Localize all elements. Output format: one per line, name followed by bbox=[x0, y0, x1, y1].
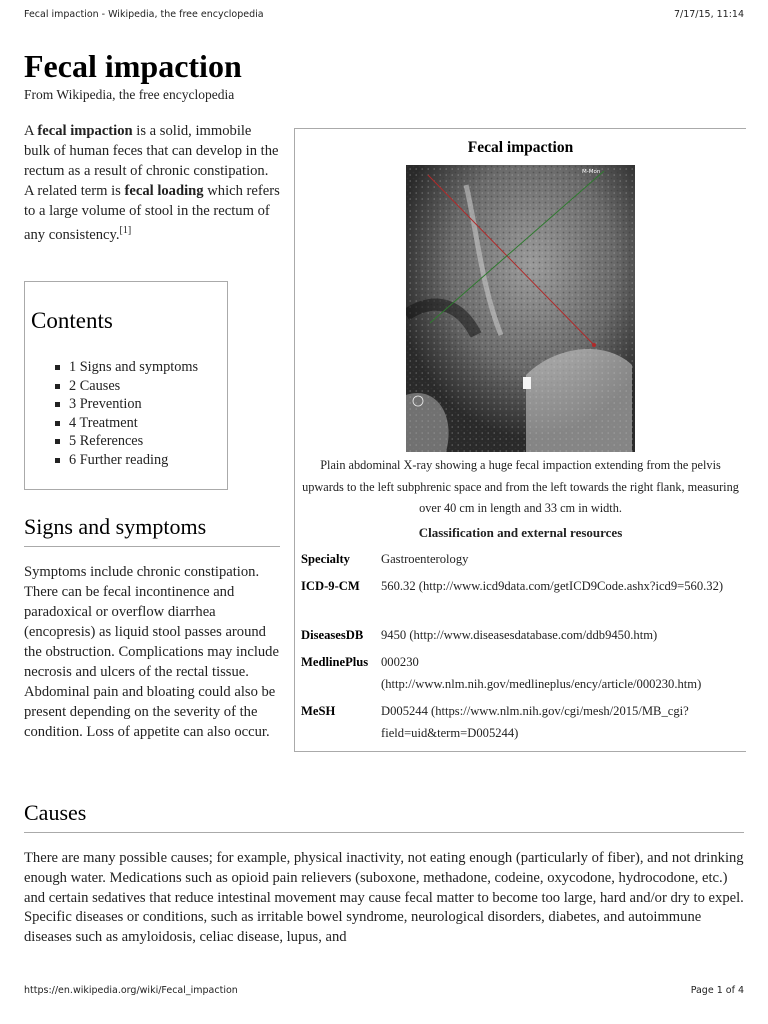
infobox-key: DiseasesDB bbox=[301, 628, 364, 642]
infobox-title: Fecal impaction bbox=[467, 139, 574, 156]
infobox-caption: Plain abdominal X-ray showing a huge fecal impaction extending from the pelvis upwards to the left subphrenic space and from the left towards the right flank, measuring over 40 cm in length and 33 cm in width. bbox=[302, 458, 739, 515]
toc-item-prevention[interactable]: 3 Prevention bbox=[55, 395, 198, 414]
classification-heading: Classification and external resources bbox=[418, 525, 623, 540]
print-header-title: Fecal impaction - Wikipedia, the free encyclopedia bbox=[24, 9, 264, 20]
section-heading-causes: Causes bbox=[24, 800, 87, 825]
infobox bbox=[294, 128, 746, 752]
toc-item-signs-and-symptoms[interactable]: 1 Signs and symptoms bbox=[55, 358, 198, 377]
toc-list bbox=[55, 358, 198, 470]
citation-link[interactable]: [1] bbox=[119, 225, 132, 236]
signs-paragraph: Symptoms include chronic constipation. There can be fecal incontinence and paradoxical or overflow diarrhea (encopresis) as liquid stool passes around the obstruction. Complications may include necrosis and ulcers of the rectal tissue. Abdominal pain and bloating could also be present depending on the severity of the condition. Loss of appetite can also occur. bbox=[24, 564, 279, 740]
lead-paragraph: A fecal impaction is a solid, immobile bulk of human feces that can develop in the rectum as a result of chronic constipation. A related term is fecal loading which refers to a large volume of stool in the rectum of any consistency.[1] bbox=[24, 123, 280, 243]
print-header-datetime: 7/17/15, 11:14 bbox=[673, 9, 744, 20]
toc-title: Contents bbox=[31, 308, 113, 333]
toc-item-further-reading[interactable]: 6 Further reading bbox=[55, 451, 198, 470]
infobox-value[interactable]: 000230 (http://www.nlm.nih.gov/medlineplus/ency/article/000230.htm) bbox=[381, 655, 702, 691]
print-footer bbox=[24, 985, 744, 996]
section-heading-signs-and-symptoms: Signs and symptoms bbox=[24, 514, 207, 539]
lead-term-fecal-impaction: fecal impaction bbox=[37, 123, 133, 139]
toc-item-references[interactable]: 5 References bbox=[55, 432, 198, 451]
section-divider bbox=[24, 832, 744, 833]
infobox-value[interactable]: 560.32 (http://www.icd9data.com/getICD9Code.ashx?icd9=560.32) bbox=[381, 579, 724, 593]
infobox-value[interactable]: 9450 (http://www.diseasesdatabase.com/ddb9450.htm) bbox=[381, 628, 658, 642]
infobox-key: MeSH bbox=[301, 704, 336, 718]
infobox-value[interactable]: Gastroenterology bbox=[381, 552, 469, 566]
infobox-key: MedlinePlus bbox=[301, 655, 369, 669]
print-footer-page: Page 1 of 4 bbox=[690, 985, 744, 996]
infobox-value[interactable]: D005244 (https://www.nlm.nih.gov/cgi/mesh/2015/MB_cgi?field=uid&term=D005244) bbox=[381, 704, 689, 740]
infobox-key: Specialty bbox=[301, 552, 350, 566]
toc-item-causes[interactable]: 2 Causes bbox=[55, 377, 198, 396]
tagline: From Wikipedia, the free encyclopedia bbox=[24, 87, 235, 102]
lead-term-fecal-loading: fecal loading bbox=[124, 183, 204, 199]
causes-paragraph: There are many possible causes; for example, physical inactivity, not eating enough (particularly of fiber), and not drinking enough water. Medications such as opioid pain relievers (suboxone, methadone, codeine, oxycodone, hydrocodone, etc.) and certain sedatives that reduce intestinal movement may cause fecal matter to become too large, hard and/or dry to expel. Specific diseases or conditions, such as irritable bowel syndrome, neurological disorders, diabetes, and autoimmune diseases such as amyloidosis, celiac disease, lupus, and bbox=[24, 850, 744, 946]
print-header bbox=[24, 9, 744, 20]
xray-annotation: M-Mon bbox=[582, 169, 601, 175]
print-footer-url: https://en.wikipedia.org/wiki/Fecal_impaction bbox=[24, 985, 238, 996]
infobox-key: ICD-9-CM bbox=[301, 579, 360, 593]
section-divider bbox=[24, 546, 280, 547]
toc-item-treatment[interactable]: 4 Treatment bbox=[55, 414, 198, 433]
xray-image[interactable] bbox=[406, 165, 635, 452]
table-of-contents bbox=[24, 281, 228, 490]
page-title: Fecal impaction bbox=[24, 48, 242, 84]
